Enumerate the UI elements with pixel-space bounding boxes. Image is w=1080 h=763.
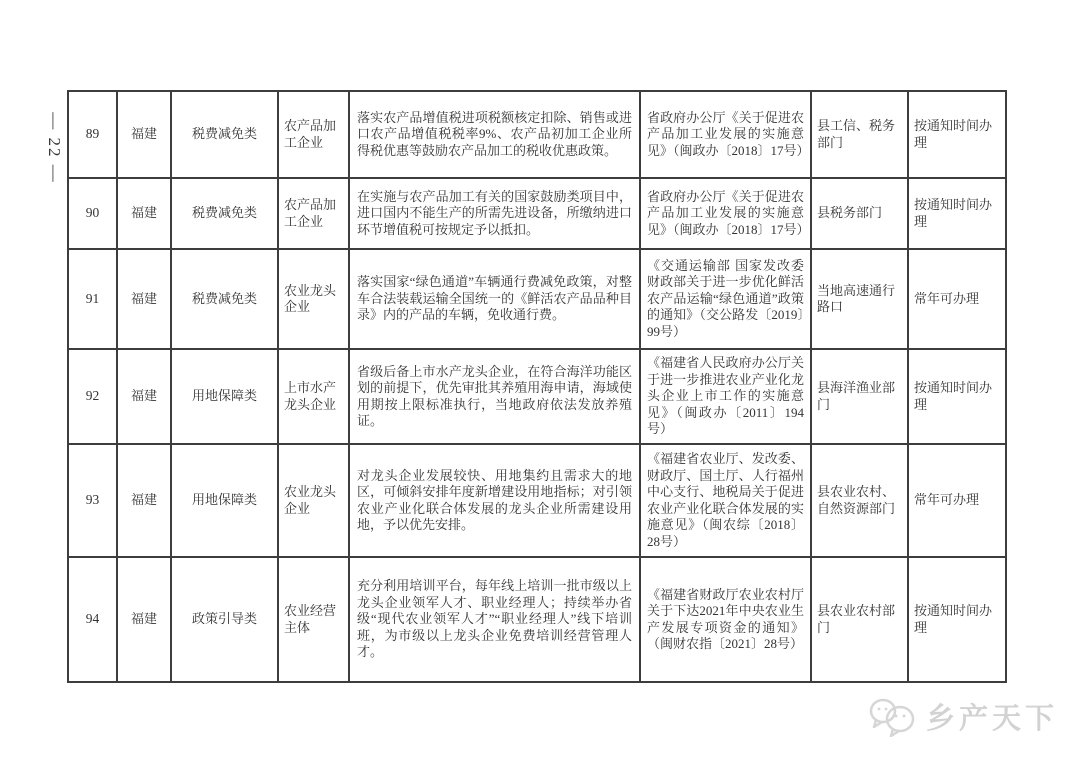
- cell-enterprise-type: 上市水产龙头企业: [279, 350, 350, 443]
- cell-policy-basis: 省政府办公厅《关于促进农产品加工业发展的实施意见》（闽政办〔2018〕17号）: [641, 92, 812, 177]
- cell-measure: 对龙头企业发展较快、用地集约且需求大的地区，可倾斜安排年度新增建设用地指标；对引领农业产业化联合体发展的龙头企业所需建设用地，予以优先安排。: [350, 445, 641, 556]
- cell-enterprise-type: 农业龙头企业: [279, 250, 350, 348]
- cell-category: 政策引导类: [172, 558, 279, 681]
- cell-row-number: 90: [69, 179, 118, 248]
- cell-category: 用地保障类: [172, 350, 279, 443]
- table-row: [69, 350, 1005, 445]
- cell-schedule: 常年可办理: [914, 492, 980, 508]
- cell-row-number: 92: [69, 350, 118, 443]
- chat-bubbles-logo-icon: [866, 697, 918, 737]
- cell-measure: 落实农产品增值税进项税额核定扣除、销售或进口农产品增值税税率9%、农产品初加工企业所得税优惠等鼓励农产品加工的税收优惠政策。: [350, 92, 641, 177]
- cell-policy-basis: 《福建省农业厅、发改委、财政厅、国土厅、人行福州中心支行、地税局关于促进农业产业化联合体发展的实施意见》（闽农综〔2018〕28号）: [641, 445, 812, 556]
- cell-policy-basis: 《交通运输部 国家发改委 财政部关于进一步优化鲜活农产品运输“绿色通道”政策的通知》（交公路发〔2019〕99号）: [641, 250, 812, 348]
- cell-policy-basis: 《福建省财政厅农业农村厅关于下达2021年中央农业生产发展专项资金的通知》（闽财农指〔2021〕28号）: [641, 558, 812, 681]
- cell-policy-basis: 《福建省人民政府办公厅关于进一步推进农业产业化龙头企业上市工作的实施意见》（闽政办〔2011〕194号）: [641, 350, 812, 443]
- cell-row-number: 93: [69, 445, 118, 556]
- table-row: [69, 250, 1005, 350]
- cell-enterprise-type: 农产品加工企业: [279, 179, 350, 248]
- cell-province: 福建: [118, 250, 172, 348]
- cell-category: 税费减免类: [172, 92, 279, 177]
- cell-province: 福建: [118, 445, 172, 556]
- cell-province: 福建: [118, 92, 172, 177]
- cell-schedule: 按通知时间办理: [914, 380, 993, 412]
- cell-department: 县农业农村部门: [812, 558, 909, 681]
- cell-schedule: 按通知时间办理: [914, 197, 993, 229]
- cell-department: 当地高速通行路口: [812, 250, 909, 348]
- watermark-brand-text: 乡产天下: [925, 703, 1058, 735]
- cell-department: 县农业农村、自然资源部门: [812, 445, 909, 556]
- cell-category: 税费减免类: [172, 179, 279, 248]
- cell-enterprise-type: 农业经营主体: [279, 558, 350, 681]
- cell-department: 县海洋渔业部门: [812, 350, 909, 443]
- cell-row-number: 89: [69, 92, 118, 177]
- watermark: [866, 696, 1058, 737]
- cell-enterprise-type: 农业龙头企业: [279, 445, 350, 556]
- table-row: [69, 92, 1005, 179]
- cell-measure: 充分利用培训平台，每年线上培训一批市级以上龙头企业领军人才、职业经理人；持续举办省级“现代农业领军人才”“职业经理人”线下培训班，为市级以上龙头企业免费培训经营管理人才。: [350, 558, 641, 681]
- table-row: [69, 445, 1005, 558]
- cell-department: 县工信、税务部门: [812, 92, 909, 177]
- cell-category: 税费减免类: [172, 250, 279, 348]
- page-number: — 22 —: [45, 112, 64, 184]
- cell-measure: 在实施与农产品加工有关的国家鼓励类项目中，进口国内不能生产的所需先进设备，所缴纳进口环节增值税可按规定予以抵扣。: [350, 179, 641, 248]
- cell-schedule: 按通知时间办理: [914, 118, 993, 150]
- cell-department: 县税务部门: [812, 179, 909, 248]
- cell-province: 福建: [118, 558, 172, 681]
- cell-province: 福建: [118, 350, 172, 443]
- table-row: [69, 179, 1005, 250]
- cell-schedule: 按通知时间办理: [914, 603, 993, 635]
- cell-row-number: 91: [69, 250, 118, 348]
- cell-measure: 省级后备上市水产龙头企业，在符合海洋功能区划的前提下，优先审批其养殖用海申请，海域使用期按上限标准执行，当地政府依法发放养殖证。: [350, 350, 641, 443]
- cell-enterprise-type: 农产品加工企业: [279, 92, 350, 177]
- cell-category: 用地保障类: [172, 445, 279, 556]
- cell-policy-basis: 省政府办公厅《关于促进农产品加工业发展的实施意见》（闽政办〔2018〕17号）: [641, 179, 812, 248]
- policy-table: [67, 90, 1007, 683]
- table-row: [69, 558, 1005, 681]
- cell-schedule: 常年可办理: [914, 290, 980, 306]
- cell-measure: 落实国家“绿色通道”车辆通行费减免政策，对整车合法装载运输全国统一的《鲜活农产品品种目录》内的产品的车辆，免收通行费。: [350, 250, 641, 348]
- cell-province: 福建: [118, 179, 172, 248]
- cell-row-number: 94: [69, 558, 118, 681]
